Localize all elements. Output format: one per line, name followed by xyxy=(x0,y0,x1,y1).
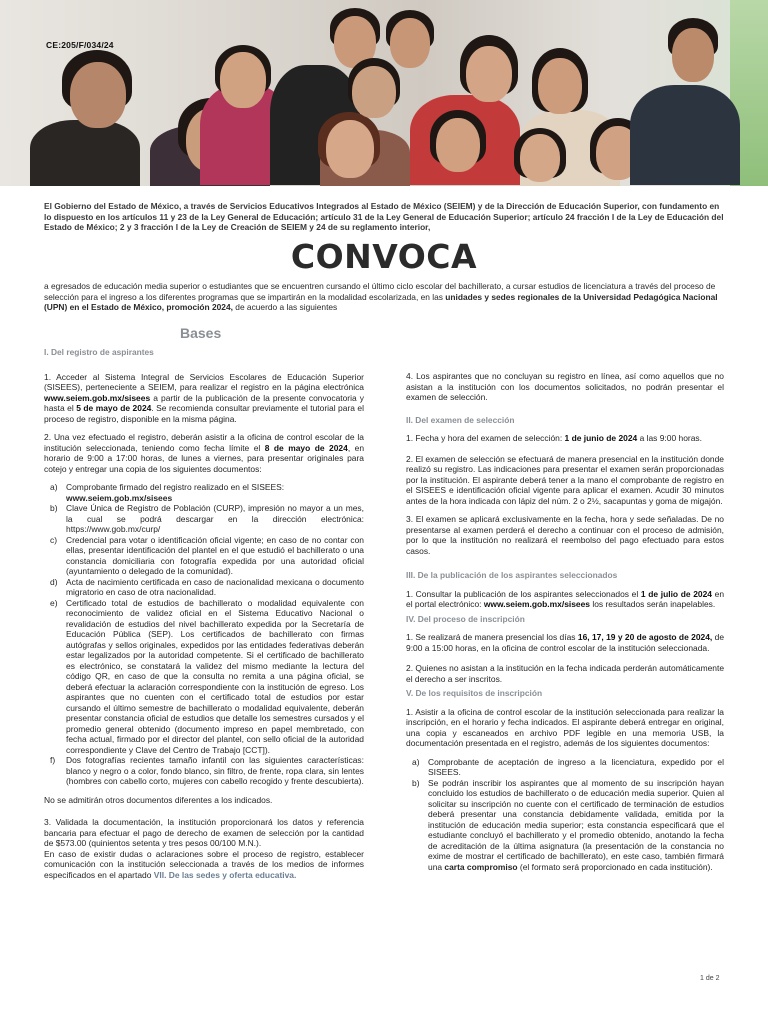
paragraph: 2. Quienes no asistan a la institución en la fecha indicada perderán automáticamente el derecho a ser inscritos. xyxy=(406,663,725,684)
link-sisees[interactable]: www.seiem.gob.mx/sisees xyxy=(66,492,173,503)
paragraph: 3. El examen se aplicará exclusivamente en la fecha, hora y sede señaladas. De no presentarse al examen perderá el derecho a continuar con el proceso de admisión, por lo que la institución no realizará el reembolso del pago efectuado para estos casos. xyxy=(406,514,724,556)
section-heading-examen: II. Del examen de selección xyxy=(406,414,515,425)
link-sisees[interactable]: www.seiem.gob.mx/sisees xyxy=(44,392,151,403)
list-item: b) Clave Única de Registro de Población (CURP), impresión no mayor a un mes, la cual se podrá descargar en la dirección electrónica: https://www.gob.mx/curp/ xyxy=(50,503,364,534)
list-item: c) Credencial para votar o identificación oficial vigente; en caso de no contar con ellas, presentar identificación del plantel en el que estudió el bachillerato o una constancia domiciliaria con fotografía expedida por una autoridad oficial (ayuntamiento o delegado de la comunidad). xyxy=(50,534,364,576)
list-item: b) Se podrán inscribir los aspirantes que al momento de su inscripción hayan concluido los estudios de bachillerato o de educación media superior. Quien al solicitar su inscripción no cuente con el certificado de terminación de estudios deberá presentar una constancia debidamente validada, emitida por la institución de educación media superior; esta constancia especificará que el estudiante concluyó el bachillerato y el promedio obtenido, anotando la fecha de acreditación de la última asignatura (la presentación de la constancia no exime de mostrar el certificado de bachillerato), en este caso, también firmará una carta compromiso (el formato será proporcionado en cada institución). xyxy=(412,777,724,872)
paragraph: 2. Una vez efectuado el registro, deberán asistir a la oficina de control escolar de la institución seleccionada, teniendo como fecha límite el 8 de mayo de 2024, en horario de 9:00 a 17:00 horas, de lunes a viernes, para presentar originales para cotejo y entregar una copia de los siguientes documentos: xyxy=(44,432,365,474)
link-sisees[interactable]: www.seiem.gob.mx/sisees xyxy=(483,599,590,609)
section-heading-inscripcion: IV. Del proceso de inscripción xyxy=(406,613,525,624)
paragraph: 1. Se realizará de manera presencial los días 16, 17, 19 y 20 de agosto de 2024, de 9:00 a 15:00 horas, en la oficina de control escolar de la institución seleccionada. xyxy=(406,632,725,653)
right-column xyxy=(406,371,724,880)
paragraph: 1. Fecha y hora del examen de selección: 1 de junio de 2024 a las 9:00 horas. xyxy=(406,433,702,443)
bases-heading: Bases xyxy=(180,325,222,341)
list-item: d) Acta de nacimiento certificada en caso de nacionalidad mexicana o documento migratorio en caso de otra nacionalidad. xyxy=(50,576,364,597)
paragraph: No se admitirán otros documentos diferentes a los indicados. xyxy=(44,794,273,805)
document-list xyxy=(44,482,364,787)
paragraph: 4. Los aspirantes que no concluyan su registro en línea, así como aquellos que no asistan a la institución con los documentos solicitados, no podrán presentar el examen de selección. xyxy=(406,371,724,402)
left-column xyxy=(44,347,364,888)
paragraph: 2. El examen de selección se efectuará de manera presencial en la institución donde realizó su registro. Las indicaciones para presentar el examen serán proporcionadas por la institución. El aspirante deberá tener a la mano el comprobante de registro en el SISEES e identificación oficial vigente para aplicar el examen. Acudir 30 minutos antes de la hora indicada con lápiz del núm. 2 o 2½, sacapuntas y goma de migajón. xyxy=(406,453,724,506)
convoca-paragraph: a egresados de educación media superior o estudiantes que se encuentren cursando el último ciclo escolar del bachillerato, a cursar estudios de licenciatura a través del proceso de selección para el ingreso a los diferentes programas que se impartirán en la modalidad escolarizada, en las unidades y sedes regionales de la Universidad Pedagógica Nacional (UPN) en el Estado de México, promoción 2024, de acuerdo a las siguientes xyxy=(44,281,718,313)
paragraph: 1. Acceder al Sistema Integral de Servicios Escolares de Educación Superior (SISEES), perteneciente a SEIEM, para realizar el registro en la página electrónica www.seiem.gob.mx/sisees a partir de la publicación de la presente convocatoria y hasta el 5 de mayo de 2024. Se recomienda consultar previamente el tutorial para el proceso de registro, disponible en la misma página. xyxy=(44,371,364,424)
header-photo xyxy=(0,0,768,186)
paragraph: En caso de existir dudas o aclaraciones sobre el proceso de registro, establecer comunicación con la institución seleccionada a través de los medios de informes especificados en el apartado VII. De las sedes y oferta educativa. xyxy=(44,848,364,880)
paragraph: 1. Consultar la publicación de los aspirantes seleccionados el 1 de julio de 2024 en el portal electrónico: www.seiem.gob.mx/sisees los resultados serán inapelables. xyxy=(406,588,725,609)
section-reference-link[interactable]: VII. De las sedes y oferta educativa. xyxy=(153,869,297,880)
intro-paragraph: El Gobierno del Estado de México, a través de Servicios Educativos Integrados al Estado de México (SEIEM) y de la Dirección de Educación Superior, con fundamento en lo dispuesto en los artículos 11 y 23 de la Ley General de Educación; artículo 31 de la Ley General de Educación Superior; artículo 24 fracción I de la Ley de Educación del Estado de México; 2 y 3 fracción I de la Ley de Creación de SEIEM y 24 de su reglamento interior, xyxy=(44,201,724,233)
list-item: e) Certificado total de estudios de bachillerato o modalidad equivalente con reconocimiento de validez oficial en el Sistema Educativo Nacional o revalidación de estudios del nivel bachillerato expedida por la Secretaría de Educación Pública (SEP). Los certificados de bachillerato con firmas autógrafas y sellos originales, expedidos por las entidades federativas deberán estar legalizados por la autoridad competente. Si el certificado de bachillerato es electrónico, se constatará la validez del mismo mediante la lectura del código QR, en caso de que la consulta no remita a una página oficial, se deberá efectuar la aclaración correspondiente con la institución de egreso. Los aspirantes que no cuenten con el certificado total de estudios por estar cursando el último semestre de bachillerato o modalidad equivalente, deberán presentar constancia oficial de estudios que detalle los semestres cursados y el promedio general obtenido (documento impreso en papel membretado, con fecha actual, firmado por el director del plantel, con sello oficial de la autoridad correspondiente y Clave del Centro de Trabajo [CCT]). xyxy=(50,597,364,755)
page-number: 1 de 2 xyxy=(700,975,720,982)
list-item: f) Dos fotografías recientes tamaño infantil con las siguientes características: blanco y negro o a color, fondo blanco, sin filtro, de frente, ropa clara, sin lentes (hombres con cabello corto, mujeres con cabello recogido y frente descubierta). xyxy=(50,755,364,786)
requirements-list xyxy=(406,757,724,873)
document-title: CONVOCA xyxy=(290,237,478,276)
section-heading-requisitos: V. De los requisitos de inscripción xyxy=(406,688,543,698)
paragraph: 1. Asistir a la oficina de control escolar de la institución seleccionada para realizar la inscripción, en el horario y fecha indicados. El aspirante deberá entregar en original, una copia y escaneados en archivo PDF legible en una memoria USB, la documentación presentada en el registro, además de los siguientes documentos: xyxy=(406,706,724,748)
paragraph: 3. Validada la documentación, la institución proporcionará los datos y referencia bancaria para efectuar el pago de derecho de examen de selección por la cantidad de $573.00 (quinientos setenta y tres pesos 00/100 M.N.). xyxy=(44,817,364,848)
section-heading-registro: I. Del registro de aspirantes xyxy=(44,347,154,357)
document-code: CE:205/F/034/24 xyxy=(46,40,114,50)
section-heading-publicacion: III. De la publicación de los aspirantes seleccionados xyxy=(406,570,618,580)
list-item: a) Comprobante firmado del registro realizado en el SISEES: www.seiem.gob.mx/sisees xyxy=(50,482,285,503)
list-item: a) Comprobante de aceptación de ingreso a la licenciatura, expedido por el SISEES. xyxy=(412,756,724,777)
